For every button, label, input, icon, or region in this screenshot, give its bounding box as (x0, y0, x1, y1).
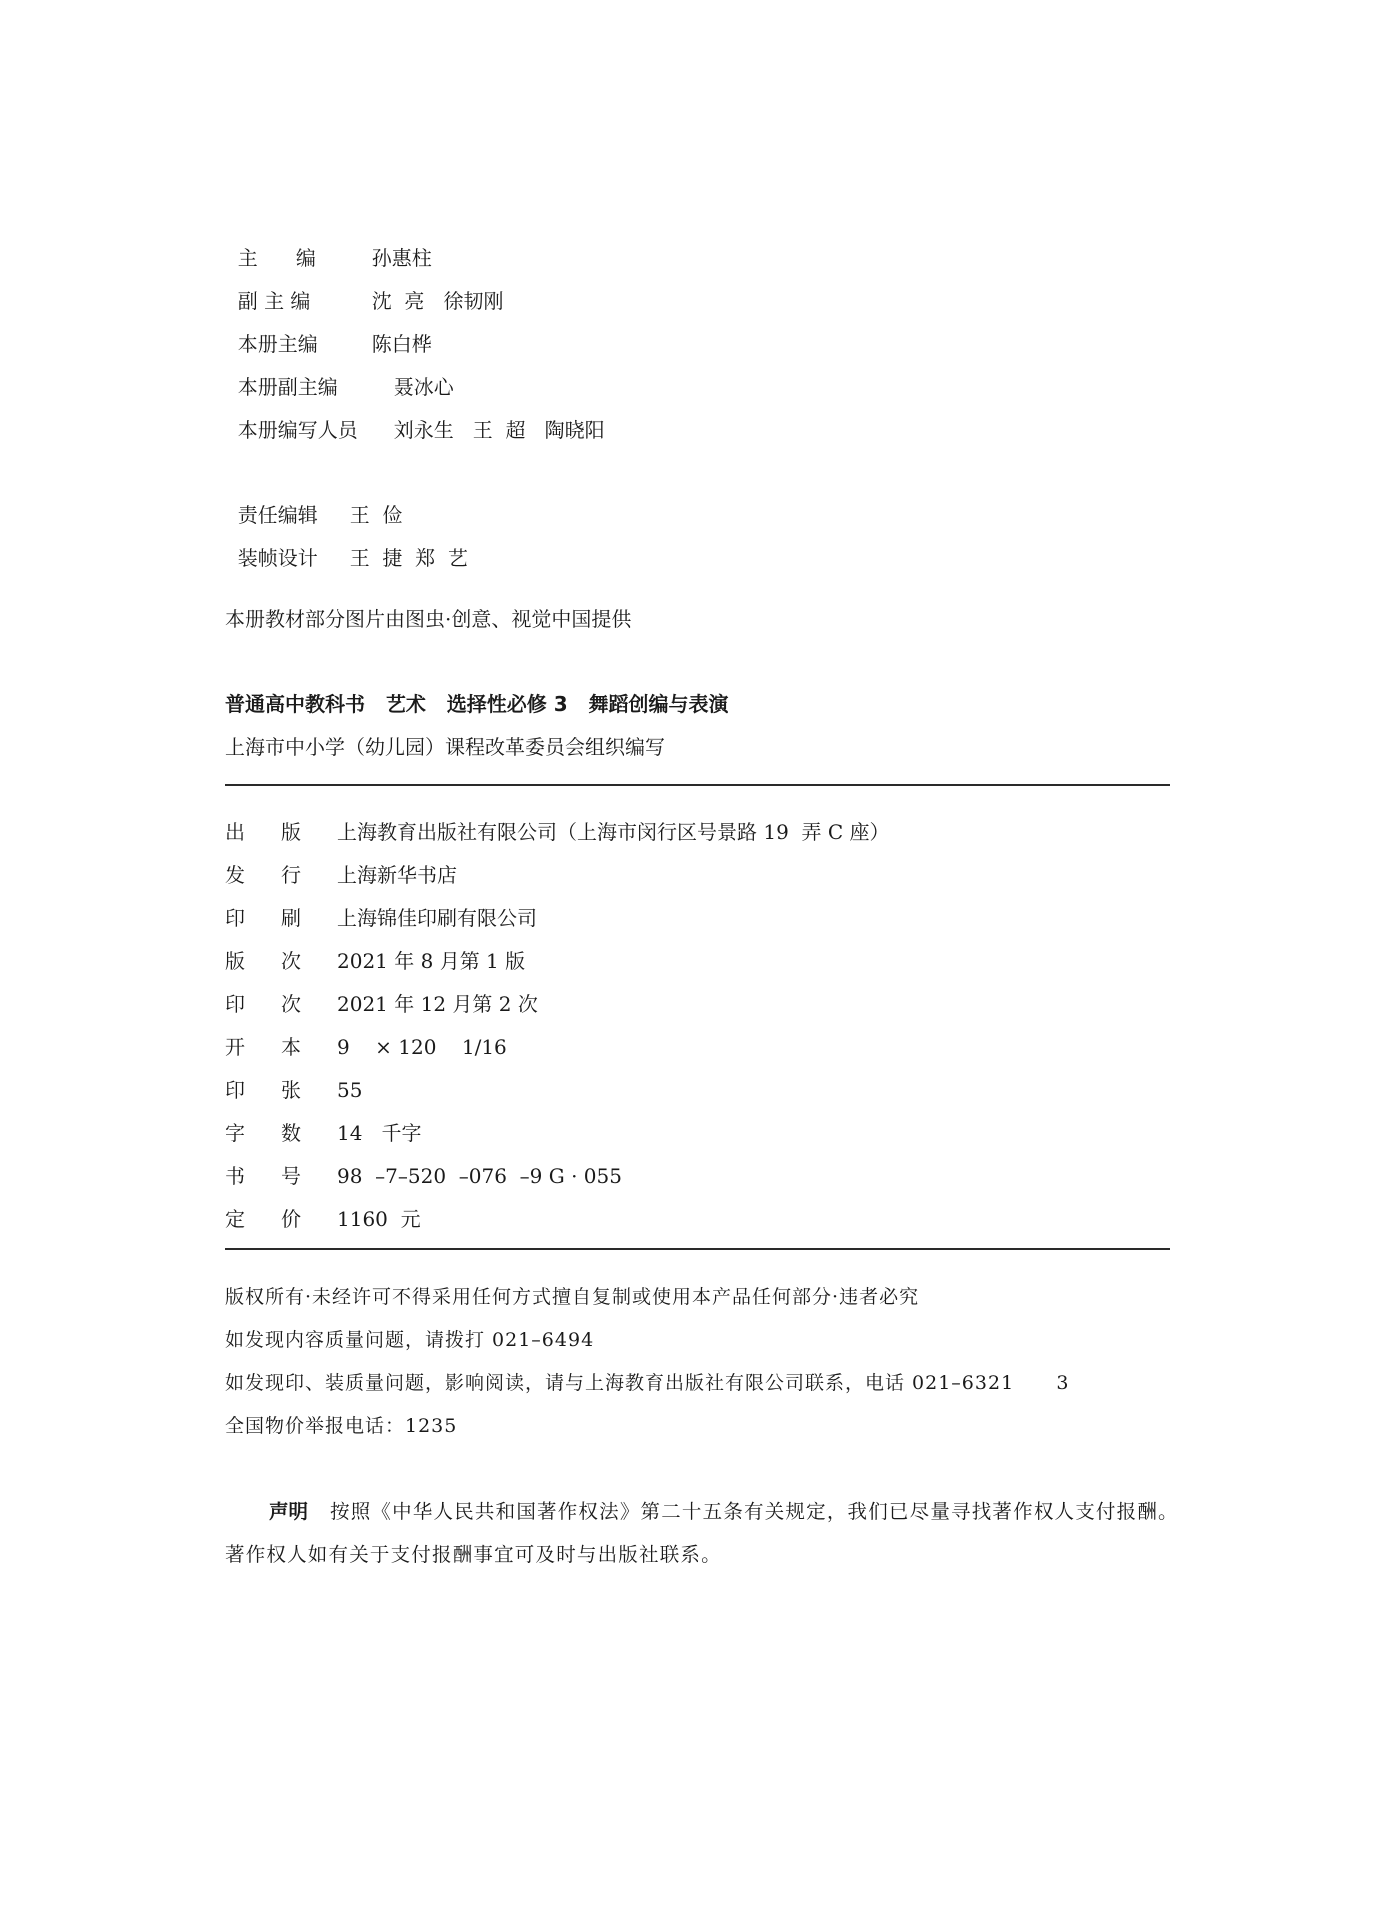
pub-row (225, 949, 525, 973)
pub-label-1: 印 (225, 906, 245, 930)
pub-value: 上海锦佳印刷有限公司 (337, 906, 537, 930)
pub-value: 2021 年 8 月第 1 版 (337, 949, 526, 973)
credit-label: 本册编写人员 (237, 418, 358, 442)
credit-names: 王 捷 郑 艺 (349, 546, 468, 570)
pub-label-1: 书 (225, 1164, 245, 1188)
credit-label: 装帧设计 (237, 546, 318, 570)
pub-label-1: 出 (225, 820, 245, 844)
credit-volume-chief-editor (225, 308, 432, 356)
pub-value: 98 –7–520 –076 –9 G · 055 (337, 1164, 622, 1188)
divider-bottom (225, 1248, 1170, 1250)
pub-row (225, 1078, 362, 1102)
credit-responsible-editor (225, 479, 402, 527)
credit-volume-writers (225, 394, 605, 442)
credit-binding-design (225, 522, 468, 570)
pub-value: 上海教育出版社有限公司（上海市闵行区号景路 19 弄 C 座） (337, 820, 890, 844)
credit-label: 副 主 编 (237, 289, 311, 313)
pub-label-1: 定 (225, 1207, 245, 1231)
pub-value: 55 (337, 1078, 363, 1102)
pub-row (225, 1164, 622, 1188)
pub-label-2: 版 (281, 820, 301, 844)
pub-value: 2021 年 12 月第 2 次 (337, 992, 538, 1016)
pub-row (225, 1035, 507, 1059)
pub-label-2: 本 (281, 1035, 301, 1059)
pub-label-1: 印 (225, 1078, 245, 1102)
book-title: 普通高中教科书 艺术 选择性必修 3 舞蹈创编与表演 (225, 692, 729, 716)
content-quality-notice: 如发现内容质量问题，请拨打 021–6494 (225, 1329, 595, 1351)
credit-names: 刘永生 王 超 陶晓阳 (393, 418, 605, 442)
pub-row (225, 863, 457, 887)
declaration-text: 按照《中华人民共和国著作权法》第二十五条有关规定，我们已尽量寻找著作权人支付报酬。著作权人如有关于支付报酬事宜可及时与出版社联系。 (225, 1500, 1179, 1566)
pub-value: 1160 元 (337, 1207, 421, 1231)
pub-label-2: 号 (281, 1164, 301, 1188)
credit-label: 本册副主编 (237, 375, 338, 399)
image-credit: 本册教材部分图片由图虫·创意、视觉中国提供 (225, 607, 632, 631)
pub-label-2: 行 (281, 863, 301, 887)
pub-label-2: 数 (281, 1121, 301, 1145)
declaration (225, 1490, 1185, 1576)
pub-label-2: 刷 (281, 906, 301, 930)
credit-names: 王 俭 (349, 503, 403, 527)
pub-row (225, 820, 890, 844)
pub-label-1: 发 (225, 863, 245, 887)
credit-names: 陈白桦 (371, 332, 432, 356)
credit-deputy-chief-editor (225, 265, 504, 313)
price-report-notice: 全国物价举报电话：1235 (225, 1415, 458, 1437)
credit-label: 责任编辑 (237, 503, 318, 527)
credit-names: 聂冰心 (393, 375, 454, 399)
pub-value: 14 千字 (337, 1121, 422, 1145)
divider-top (225, 784, 1170, 786)
credit-label: 主 编 (237, 246, 316, 270)
pub-label-1: 字 (225, 1121, 245, 1145)
pub-label-2: 次 (281, 992, 301, 1016)
pub-row (225, 906, 537, 930)
pub-label-1: 印 (225, 992, 245, 1016)
pub-value: 上海新华书店 (337, 863, 457, 887)
credit-volume-deputy-editor (225, 351, 454, 399)
declaration-heading: 声明 (269, 1500, 309, 1523)
credit-names: 沈 亮 徐韧刚 (371, 289, 504, 313)
credit-names: 孙惠柱 (371, 246, 432, 270)
pub-label-2: 张 (281, 1078, 301, 1102)
print-quality-notice: 如发现印、装质量问题，影响阅读，请与上海教育出版社有限公司联系，电话 021–6321 3 (225, 1372, 1070, 1394)
copyright-notice: 版权所有·未经许可不得采用任何方式擅自复制或使用本产品任何部分·违者必究 (225, 1286, 920, 1308)
book-compiler: 上海市中小学（幼儿园）课程改革委员会组织编写 (225, 735, 665, 759)
pub-label-1: 版 (225, 949, 245, 973)
pub-row (225, 992, 538, 1016)
pub-row (225, 1207, 421, 1231)
pub-label-2: 次 (281, 949, 301, 973)
pub-value: 9 × 120 1/16 (337, 1035, 507, 1059)
pub-label-1: 开 (225, 1035, 245, 1059)
credit-chief-editor (225, 222, 432, 270)
pub-row (225, 1121, 422, 1145)
credit-label: 本册主编 (237, 332, 318, 356)
pub-label-2: 价 (281, 1207, 301, 1231)
